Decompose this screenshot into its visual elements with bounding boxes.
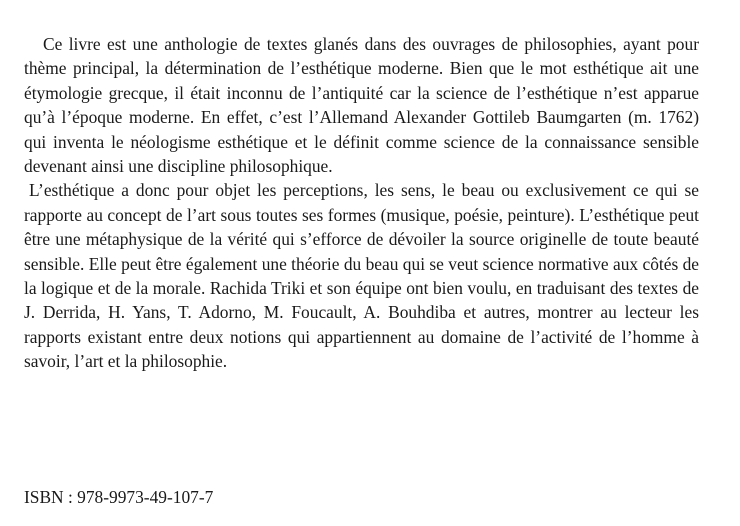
description-paragraph-1: Ce livre est une anthologie de textes glanés dans des ouvrages de philosophies, ayant pour thème principal, la détermination de l’esthétique moderne. Bien que le mot esthétique ait une étymologie grecque, il était inconnu de l’antiquité car la science de l’esthétique n’est apparue qu’à l’époque moderne. En effet, c’est l’Allemand Alexander Gottileb Baumgarten (m. 1762) qui inventa le néologisme esthétique et le définit comme science de la connaissance sensible devenant ainsi une discipline philosophique. bbox=[24, 34, 699, 177]
isbn-number: ISBN : 978-9973-49-107-7 bbox=[24, 487, 214, 507]
back-cover-text bbox=[24, 32, 699, 374]
description-paragraph-2: L’esthétique a donc pour objet les perceptions, les sens, le beau ou exclusivement ce qui se rapporte au concept de l’art sous toutes ses formes (musique, poésie, peinture). L’esthétique peut être une métaphysique de la vérité qui s’efforce de dévoiler la source originelle de toute beauté sensible. Elle peut être également une théorie du beau qui se veut science normative aux côtés de la logique et de la morale. Rachida Triki et son équipe ont bien voulu, en traduisant des textes de J. Derrida, H. Yans, T. Adorno, M. Foucault, A. Bouhdiba et autres, montrer au lecteur les rapports existant entre deux notions qui appartiennent au domaine de l’activité de l’homme à savoir, l’art et la philosophie. bbox=[24, 180, 699, 372]
